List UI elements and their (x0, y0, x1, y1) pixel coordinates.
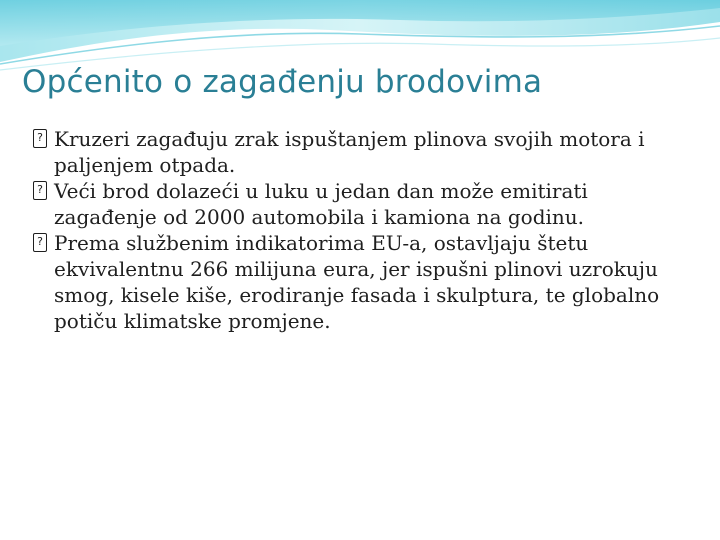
bullet-text-3: Prema službenim indikatorima EU-a, ostavljaju štetu ekvivalentnu 266 milijuna eura, jer ispušni plinovi uzrokuju smog, kisele kiše, erodiranje fasada i skulptura, te globalno potiču klimatske promjene. (54, 231, 660, 333)
missing-glyph-bullet-icon: ? (33, 129, 47, 148)
bullet-item-1 (34, 126, 694, 178)
bullet-item-2 (34, 178, 694, 230)
bullet-item-3 (34, 230, 694, 334)
bullet-list (34, 126, 694, 334)
bullet-text-2: Veći brod dolazeći u luku u jedan dan može emitirati zagađenje od 2000 automobila i kamiona na godinu. (54, 179, 588, 229)
missing-glyph-bullet-icon: ? (33, 233, 47, 252)
missing-glyph-bullet-icon: ? (33, 181, 47, 200)
slide-title: Općenito o zagađenju brodovima (22, 64, 543, 100)
bullet-text-1: Kruzeri zagađuju zrak ispuštanjem plinova svojih motora i paljenjem otpada. (54, 127, 645, 177)
